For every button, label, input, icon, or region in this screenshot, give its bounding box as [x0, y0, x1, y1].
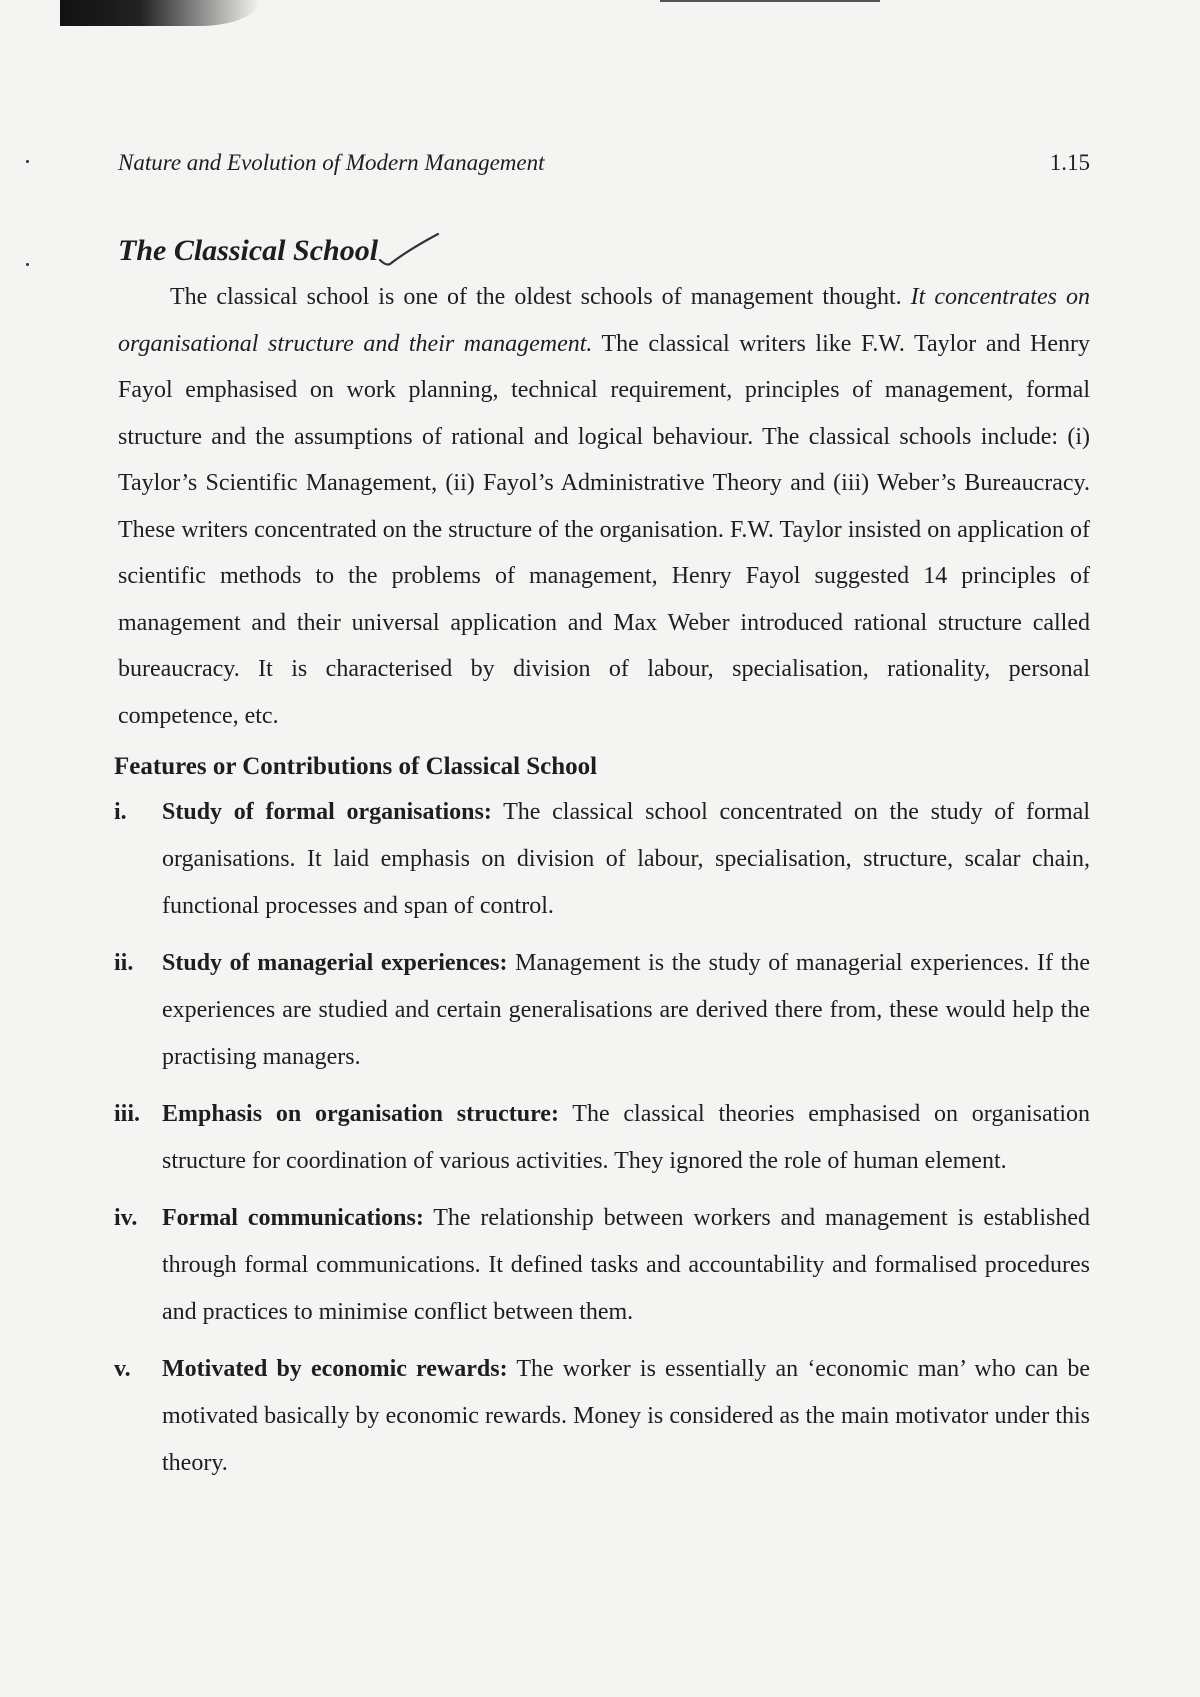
feature-number: v. — [114, 1356, 131, 1382]
feature-body: Management is the study of managerial experiences. If the experiences are studied and certain generalisations are derived there from, these would help the practising managers. — [162, 950, 1090, 1070]
section-title-text: The Classical School — [118, 234, 379, 267]
feature-head: Formal communications: — [162, 1205, 424, 1231]
running-title: Nature and Evolution of Modern Management — [118, 150, 545, 175]
feature-item-managerial-experiences — [114, 940, 1090, 1081]
feature-body: The relationship between workers and management is established through formal communications. It defined tasks and accountability and formalised procedures and practices to minimise conflict between them. — [162, 1205, 1091, 1325]
feature-text — [162, 1091, 1090, 1185]
feature-text — [162, 1195, 1090, 1336]
intro-paragraph — [118, 274, 1090, 739]
feature-list — [114, 789, 1091, 1487]
feature-body: The classical theories emphasised on organisation structure for coordination of various activities. They ignored the role of human element. — [162, 1101, 1090, 1174]
scan-corner-shadow — [60, 0, 260, 26]
feature-body: The worker is essentially an ‘economic man’ who can be motivated basically by economic rewards. Money is considered as the main motivator under this theory. — [162, 1356, 1091, 1476]
book-page — [114, 150, 1091, 1497]
feature-text — [162, 940, 1090, 1081]
feature-head: Emphasis on organisation structure: — [162, 1101, 559, 1127]
intro-italic: It concentrates on organisational structure and their management. — [118, 284, 1090, 357]
feature-head: Motivated by economic rewards: — [162, 1356, 508, 1382]
feature-item-formal-communications — [114, 1195, 1091, 1336]
checkmark-icon — [378, 230, 440, 270]
scan-top-line — [660, 0, 880, 2]
intro-part-1: The classical school is one of the oldest schools of management thought. — [170, 284, 911, 310]
feature-text — [162, 1346, 1090, 1487]
feature-number: iv. — [114, 1205, 138, 1231]
page-number: 1.15 — [1049, 150, 1090, 175]
feature-number: ii. — [114, 950, 134, 976]
running-head — [118, 150, 1090, 190]
features-heading: Features or Contributions of Classical School — [114, 753, 598, 780]
feature-item-economic-rewards — [114, 1346, 1091, 1487]
feature-item-organisation-structure — [114, 1091, 1090, 1185]
intro-part-2: The classical writers like F.W. Taylor and Henry Fayol emphasised on work planning, technical requirement, principles of management, formal structure and the assumptions of rational and logical behaviour. The classical schools include: (i) Taylor’s Scientific Management, (ii) Fayol’s Administrative Theory and (iii) Weber’s Bureaucracy. These writers concentrated on the structure of the organisation. F.W. Taylor insisted on application of scientific methods to the problems of management, Henry Fayol suggested 14 principles of management and their universal application and Max Weber introduced rational structure called bureaucracy. It is characterised by division of labour, specialisation, rationality, personal competence, etc. — [118, 330, 1090, 729]
feature-number: iii. — [114, 1101, 141, 1127]
feature-item-formal-organisations — [114, 789, 1090, 930]
feature-number: i. — [114, 799, 127, 825]
feature-head: Study of managerial experiences: — [162, 950, 508, 976]
feature-body: The classical school concentrated on the study of formal organisations. It laid emphasis on division of labour, specialisation, structure, scalar chain, functional processes and span of control. — [162, 799, 1090, 919]
margin-marks — [26, 160, 32, 280]
feature-text — [162, 789, 1090, 930]
section-title — [118, 234, 378, 268]
feature-head: Study of formal organisations: — [162, 799, 492, 825]
